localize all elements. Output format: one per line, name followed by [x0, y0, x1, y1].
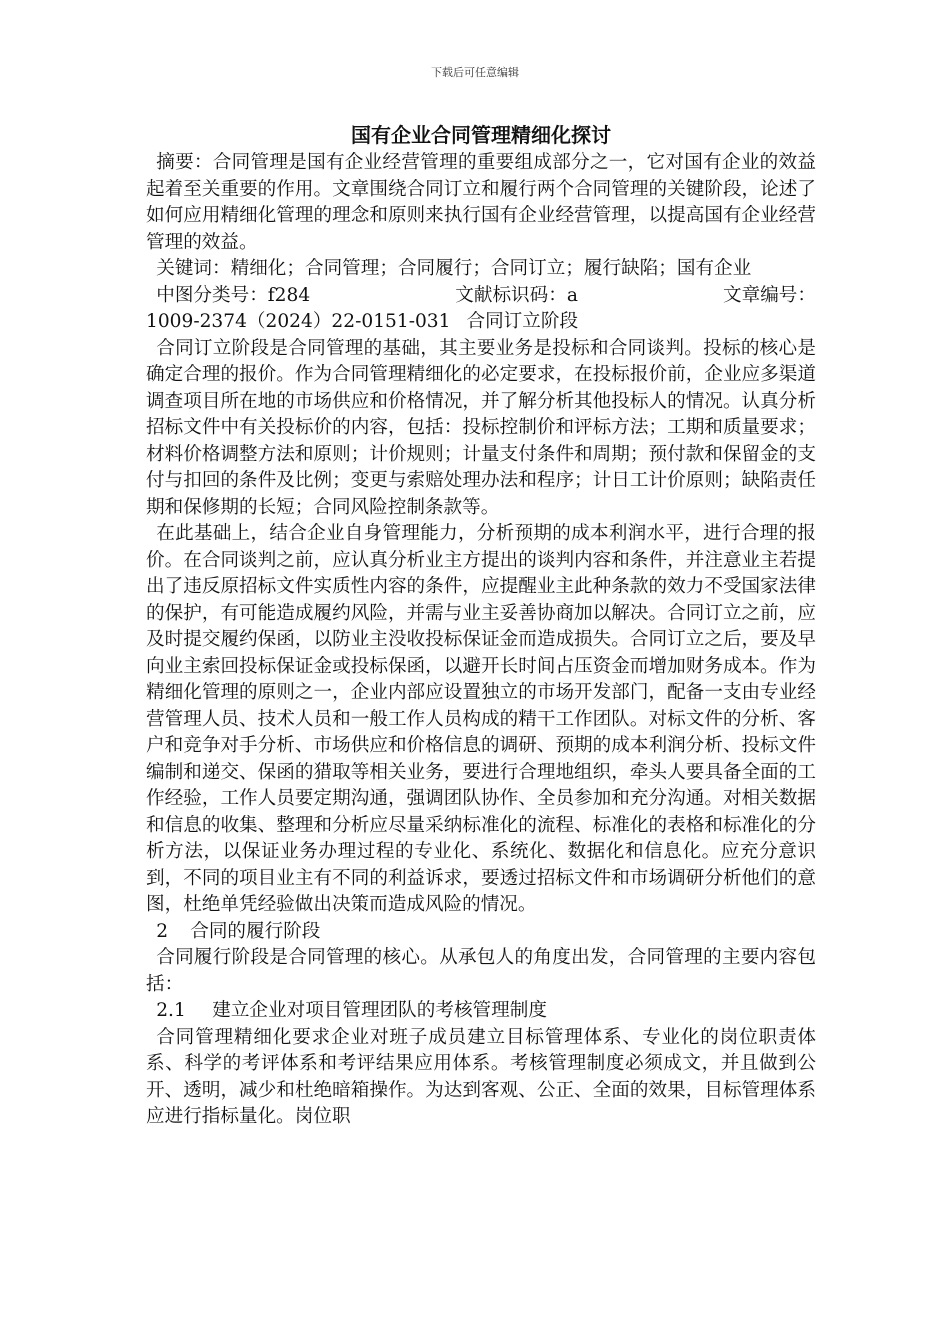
subsection-2-1-paragraph: 合同管理精细化要求企业对班子成员建立目标管理体系、专业化的岗位职责体系、科学的考评体系和考评结果应用体系。考核管理制度必须成文，并且做到公开、透明，减少和杜绝暗箱操作。为达到客观、公正、全面的效果，目标管理体系应进行指标量化。岗位职 [146, 1026, 816, 1127]
section-1-paragraph: 合同订立阶段是合同管理的基础，其主要业务是投标和合同谈判。投标的核心是确定合理的报价。作为合同管理精细化的必定要求，在投标报价前，企业应多渠道调查项目所在地的市场供应和价格情况，并了解分析其他投标人的情况。认真分析招标文件中有关投标价的内容，包括：投标控制价和评标方法；工期和质量要求；材料价格调整方法和原则；计价规则；计量支付条件和周期；预付款和保留金的支付与扣回的条件及比例；变更与索赔处理办法和程序；计日工计价原则；缺陷责任期和保修期的长短；合同风险控制条款等。 [146, 337, 816, 518]
document-code: 文献标识码：a [455, 284, 578, 306]
watermark-text: 下载后可任意编辑 [431, 66, 519, 79]
section-2-title: 合同的履行阶段 [190, 920, 321, 942]
keywords-paragraph: 关键词：精细化；合同管理；合同履行；合同订立；履行缺陷；国有企业 [156, 258, 752, 279]
article-title: 国有企业合同管理精细化探讨 [351, 123, 611, 147]
section-2-number: 2 [156, 920, 169, 942]
article-number-label: 文章编号： [723, 284, 816, 306]
clc-number: 中图分类号：f284 [156, 284, 311, 306]
section-2-heading [146, 919, 816, 946]
subsection-2-1-title: 建立企业对项目管理团队的考核管理制度 [212, 1000, 547, 1021]
article-number-row [146, 309, 816, 336]
subsection-2-1-heading [146, 998, 816, 1025]
subsection-2-1-number: 2.1 [156, 1000, 186, 1021]
document-body [146, 120, 816, 1131]
abstract-paragraph: 摘要：合同管理是国有企业经营管理的重要组成部分之一，它对国有企业的效益起着至关重要的作用。文章围绕合同订立和履行两个合同管理的关键阶段，论述了如何应用精细化管理的理念和原则来执行国有企业经营管理，以提高国有企业经营管理的效益。 [146, 152, 816, 253]
section-2-intro: 合同履行阶段是合同管理的核心。从承包人的角度出发，合同管理的主要内容包括： [146, 947, 816, 995]
classification-row [146, 283, 816, 310]
article-number: 1009-2374（2024）22-0151-031 [146, 311, 451, 332]
section-1-paragraph: 在此基础上，结合企业自身管理能力，分析预期的成本利润水平，进行合理的报价。在合同谈判之前，应认真分析业主方提出的谈判内容和条件，并注意业主若提出了违反原招标文件实质性内容的条件，应提醒业主此种条款的效力不受国家法律的保护，有可能造成履约风险，并需与业主妥善协商加以解决。合同订立之前，应及时提交履约保函，以防业主没收投标保证金而造成损失。合同订立之后，要及早向业主索回投标保证金或投标保函，以避开长时间占压资金而增加财务成本。作为精细化管理的原则之一，企业内部应设置独立的市场开发部门，配备一支由专业经营管理人员、技术人员和一般工作人员构成的精干工作团队。对标文件的分析、客户和竞争对手分析、市场供应和价格信息的调研、预期的成本利润分析、投标文件编制和递交、保函的猎取等相关业务，要进行合理地组织，牵头人要具备全面的工作经验，工作人员要定期沟通，强调团队协作、全员参加和充分沟通。对相关数据和信息的收集、整理和分析应尽量采纳标准化的流程、标准化的表格和标准化的分析方法，以保证业务办理过程的专业化、系统化、数据化和信息化。应充分意识到，不同的项目业主有不同的利益诉求，要透过招标文件和市场调研分析他们的意图，杜绝单凭经验做出决策而造成风险的情况。 [146, 523, 816, 915]
section-1-heading: 合同订立阶段 [466, 311, 579, 332]
